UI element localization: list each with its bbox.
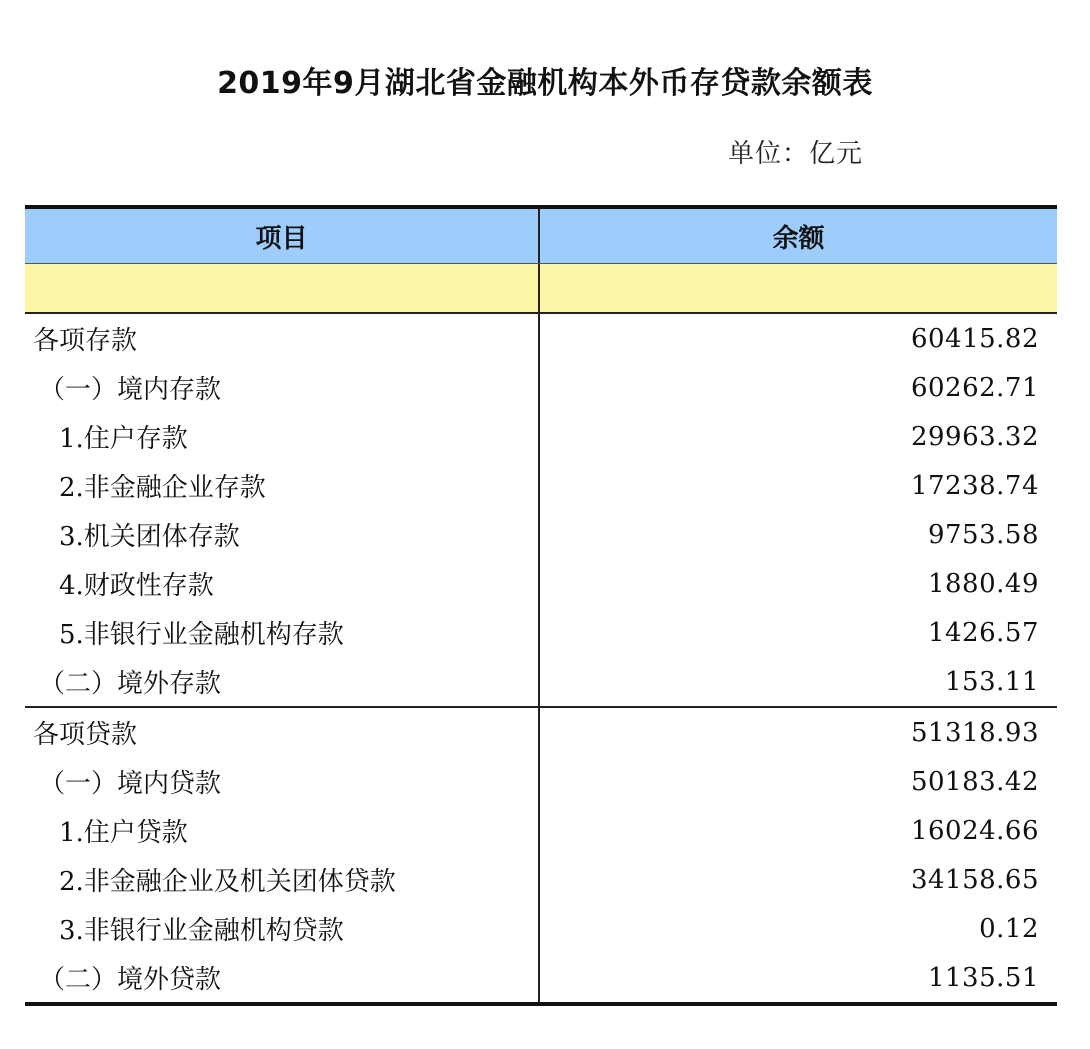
row-label: 4.财政性存款 <box>25 559 540 608</box>
row-value: 0.12 <box>979 913 1039 944</box>
balance-table <box>25 205 1057 1006</box>
row-label: 5.非银行业金融机构存款 <box>25 608 540 657</box>
loans-section <box>25 708 1057 1006</box>
row-value: 153.11 <box>945 666 1039 697</box>
table-row <box>25 412 1057 461</box>
table-row <box>25 461 1057 510</box>
row-label: （二）境外贷款 <box>25 953 540 1002</box>
row-label: （二）境外存款 <box>25 657 540 706</box>
table-row <box>25 608 1057 657</box>
row-label: （一）境内存款 <box>25 363 540 412</box>
row-label: 2.非金融企业及机关团体贷款 <box>25 855 540 904</box>
row-value: 9753.58 <box>927 519 1039 550</box>
row-label: 各项贷款 <box>25 708 540 757</box>
row-value: 50183.42 <box>910 766 1039 797</box>
table-row <box>25 904 1057 953</box>
row-value: 17238.74 <box>910 470 1039 501</box>
header-balance: 余额 <box>772 223 825 254</box>
page-title: 2019年9月湖北省金融机构本外币存贷款余额表 <box>217 66 873 101</box>
row-value: 1426.57 <box>927 617 1039 648</box>
table-row <box>25 953 1057 1002</box>
deposits-section <box>25 314 1057 708</box>
table-row <box>25 510 1057 559</box>
table-header-row <box>25 209 1057 264</box>
row-value: 29963.32 <box>910 421 1039 452</box>
row-label: 1.住户贷款 <box>25 806 540 855</box>
row-label: 1.住户存款 <box>25 412 540 461</box>
row-value: 34158.65 <box>910 864 1039 895</box>
row-value: 60415.82 <box>910 323 1039 354</box>
table-row <box>25 363 1057 412</box>
row-label: 3.机关团体存款 <box>25 510 540 559</box>
table-subheader-row <box>25 264 1057 314</box>
row-value: 51318.93 <box>910 717 1039 748</box>
table-row <box>25 708 1057 757</box>
row-label: （一）境内贷款 <box>25 757 540 806</box>
subheader-cell-balance <box>540 264 1057 312</box>
table-row <box>25 855 1057 904</box>
table-row <box>25 657 1057 706</box>
subheader-cell-item <box>25 264 540 312</box>
table-row <box>25 806 1057 855</box>
row-label: 2.非金融企业存款 <box>25 461 540 510</box>
row-value: 1880.49 <box>927 568 1039 599</box>
row-value: 60262.71 <box>910 372 1039 403</box>
table-row <box>25 757 1057 806</box>
header-item: 项目 <box>25 209 540 263</box>
row-label: 3.非银行业金融机构贷款 <box>25 904 540 953</box>
table-row <box>25 314 1057 363</box>
table-row <box>25 559 1057 608</box>
row-value: 16024.66 <box>910 815 1039 846</box>
row-label: 各项存款 <box>25 314 540 363</box>
row-value: 1135.51 <box>927 962 1039 993</box>
unit-label: 单位：亿元 <box>728 139 864 169</box>
